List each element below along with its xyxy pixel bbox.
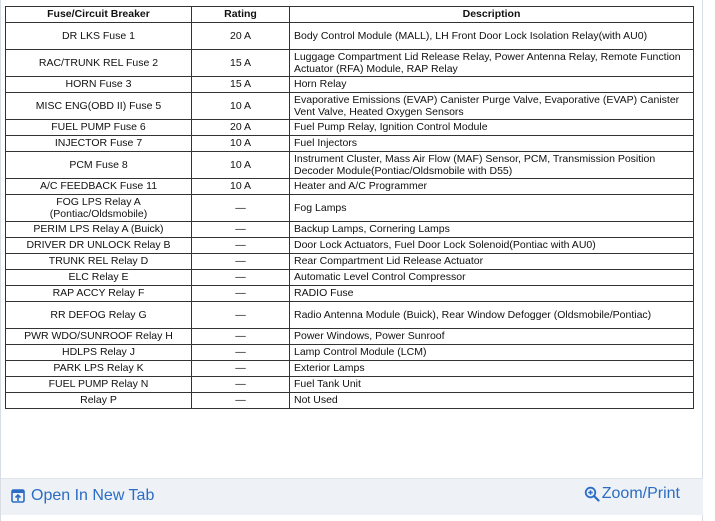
fuse-table-container [5, 6, 693, 409]
rating-cell: — [192, 222, 290, 238]
fuse-cell: HORN Fuse 3 [6, 77, 192, 93]
footer-bar [1, 478, 704, 515]
table-row [6, 120, 694, 136]
header-rating: Rating [192, 7, 290, 23]
description-cell: Door Lock Actuators, Fuel Door Lock Solenoid(Pontiac with AU0) [290, 238, 694, 254]
rating-cell: — [192, 361, 290, 377]
description-cell: RADIO Fuse [290, 286, 694, 302]
table-row [6, 302, 694, 329]
rating-cell: 20 A [192, 23, 290, 50]
table-row [6, 270, 694, 286]
rating-cell: 20 A [192, 120, 290, 136]
table-row [6, 286, 694, 302]
table-row [6, 152, 694, 179]
fuse-cell: DRIVER DR UNLOCK Relay B [6, 238, 192, 254]
description-cell: Power Windows, Power Sunroof [290, 329, 694, 345]
fuse-cell: MISC ENG(OBD II) Fuse 5 [6, 93, 192, 120]
header-description: Description [290, 7, 694, 23]
fuse-cell: A/C FEEDBACK Fuse 11 [6, 179, 192, 195]
table-row [6, 222, 694, 238]
rating-cell: 10 A [192, 152, 290, 179]
rating-cell: 10 A [192, 136, 290, 152]
fuse-cell: PCM Fuse 8 [6, 152, 192, 179]
description-cell: Automatic Level Control Compressor [290, 270, 694, 286]
rating-cell: — [192, 329, 290, 345]
fuse-cell: RR DEFOG Relay G [6, 302, 192, 329]
fuse-cell: TRUNK REL Relay D [6, 254, 192, 270]
fuse-cell: INJECTOR Fuse 7 [6, 136, 192, 152]
table-row [6, 195, 694, 222]
description-cell: Fuel Pump Relay, Ignition Control Module [290, 120, 694, 136]
table-row [6, 254, 694, 270]
description-cell: Not Used [290, 393, 694, 409]
description-cell: Fuel Injectors [290, 136, 694, 152]
rating-cell: 15 A [192, 77, 290, 93]
rating-cell: — [192, 393, 290, 409]
table-body [6, 23, 694, 409]
rating-cell: 10 A [192, 93, 290, 120]
table-row [6, 377, 694, 393]
table-row [6, 50, 694, 77]
description-cell: Lamp Control Module (LCM) [290, 345, 694, 361]
table-row [6, 179, 694, 195]
description-cell: Radio Antenna Module (Buick), Rear Window Defogger (Oldsmobile/Pontiac) [290, 302, 694, 329]
table-row [6, 77, 694, 93]
rating-cell: — [192, 238, 290, 254]
description-cell: Fuel Tank Unit [290, 377, 694, 393]
rating-cell: — [192, 377, 290, 393]
rating-cell: — [192, 286, 290, 302]
table-row [6, 23, 694, 50]
zoom-print-link[interactable] [584, 485, 680, 503]
fuse-cell: RAP ACCY Relay F [6, 286, 192, 302]
fuse-cell: PWR WDO/SUNROOF Relay H [6, 329, 192, 345]
description-cell: Instrument Cluster, Mass Air Flow (MAF) Sensor, PCM, Transmission Position Decoder Module(Pontiac/Oldsmobile with D55) [290, 152, 694, 179]
fuse-cell: RAC/TRUNK REL Fuse 2 [6, 50, 192, 77]
open-new-tab-icon [11, 489, 25, 503]
description-cell: Horn Relay [290, 77, 694, 93]
rating-cell: — [192, 302, 290, 329]
open-in-new-tab-label: Open In New Tab [31, 487, 155, 504]
fuse-cell: HDLPS Relay J [6, 345, 192, 361]
rating-cell: 10 A [192, 179, 290, 195]
fuse-cell: ELC Relay E [6, 270, 192, 286]
right-gutter [703, 0, 715, 521]
description-cell: Rear Compartment Lid Release Actuator [290, 254, 694, 270]
fuse-table [5, 6, 694, 409]
fuse-cell: DR LKS Fuse 1 [6, 23, 192, 50]
description-cell: Fog Lamps [290, 195, 694, 222]
open-in-new-tab-link[interactable] [11, 487, 154, 505]
fuse-cell: FOG LPS Relay A (Pontiac/Oldsmobile) [6, 195, 192, 222]
table-row [6, 345, 694, 361]
description-cell: Evaporative Emissions (EVAP) Canister Purge Valve, Evaporative (EVAP) Canister Vent Valve, Heated Oxygen Sensors [290, 93, 694, 120]
header-fuse: Fuse/Circuit Breaker [6, 7, 192, 23]
zoom-print-label: Zoom/Print [601, 485, 680, 502]
table-row [6, 329, 694, 345]
fuse-cell: FUEL PUMP Fuse 6 [6, 120, 192, 136]
table-row [6, 238, 694, 254]
rating-cell: 15 A [192, 50, 290, 77]
table-header-row [6, 7, 694, 23]
fuse-cell: PARK LPS Relay K [6, 361, 192, 377]
description-cell: Heater and A/C Programmer [290, 179, 694, 195]
table-row [6, 136, 694, 152]
description-cell: Backup Lamps, Cornering Lamps [290, 222, 694, 238]
rating-cell: — [192, 345, 290, 361]
fuse-cell: Relay P [6, 393, 192, 409]
table-row [6, 361, 694, 377]
description-cell: Luggage Compartment Lid Release Relay, Power Antenna Relay, Remote Function Actuator (RFA) Module, RAP Relay [290, 50, 694, 77]
description-cell: Exterior Lamps [290, 361, 694, 377]
fuse-cell: PERIM LPS Relay A (Buick) [6, 222, 192, 238]
table-row [6, 393, 694, 409]
rating-cell: — [192, 195, 290, 222]
magnifier-plus-icon [584, 486, 600, 502]
table-row [6, 93, 694, 120]
description-cell: Body Control Module (MALL), LH Front Door Lock Isolation Relay(with AU0) [290, 23, 694, 50]
fuse-cell: FUEL PUMP Relay N [6, 377, 192, 393]
rating-cell: — [192, 254, 290, 270]
rating-cell: — [192, 270, 290, 286]
